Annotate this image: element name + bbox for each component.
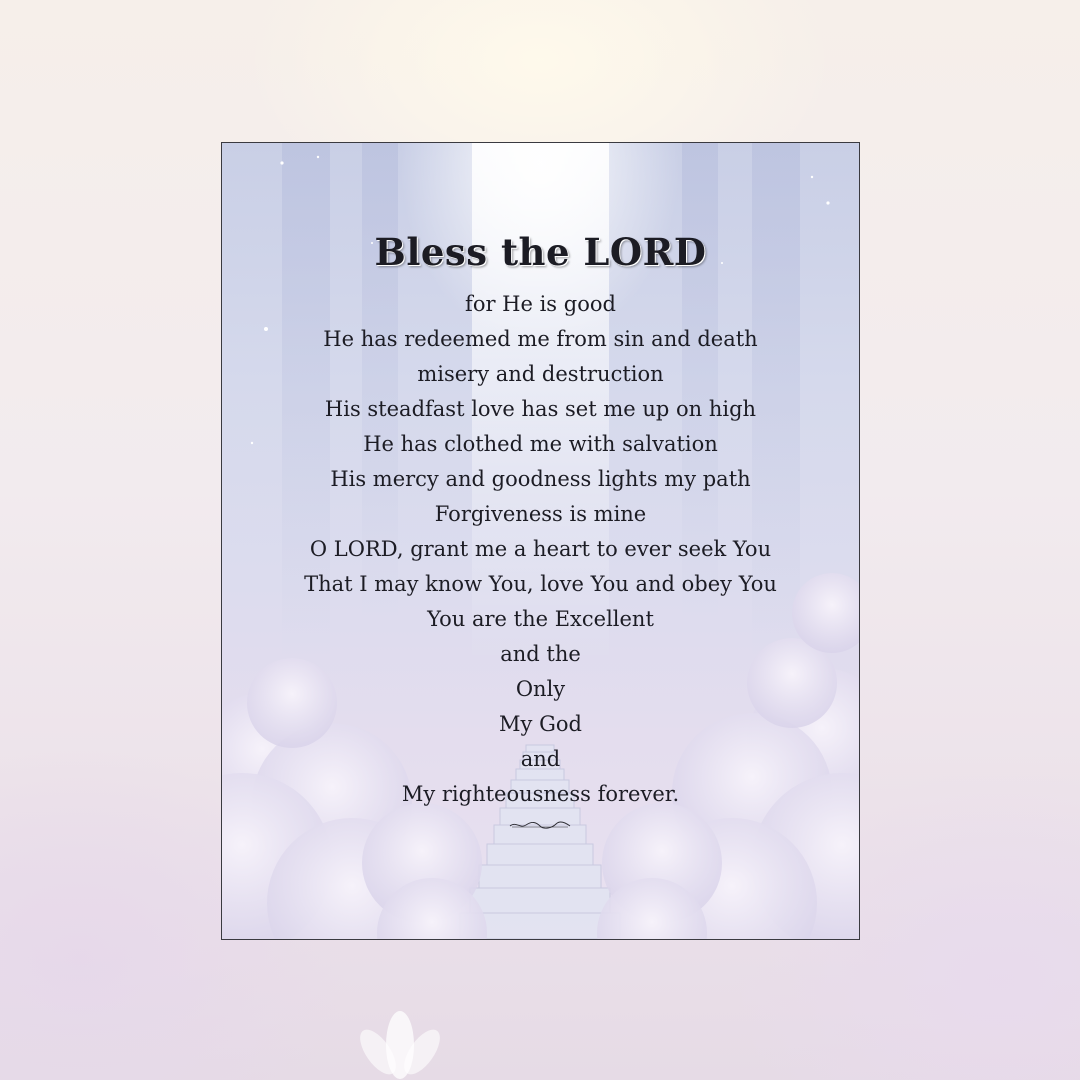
poem-line: and — [520, 747, 561, 771]
poem-line: He has redeemed me from sin and death — [323, 327, 758, 351]
poem-poster — [221, 142, 860, 940]
poem-line: Forgiveness is mine — [434, 502, 647, 526]
poem-line: You are the Excellent — [427, 607, 654, 631]
signature-mark — [508, 819, 572, 831]
poem-line: He has clothed me with salvation — [363, 432, 718, 456]
poem-line: His steadfast love has set me up on high — [324, 397, 757, 421]
poem-line: My God — [499, 712, 582, 736]
poem-line: Only — [515, 677, 566, 701]
poem-title: Bless the LORD — [374, 230, 707, 274]
poem-line: for He is good — [465, 292, 616, 316]
poem-line: My righteousness forever. — [401, 782, 680, 806]
poem-line: misery and destruction — [417, 362, 664, 386]
poem-line: O LORD, grant me a heart to ever seek You — [309, 537, 772, 561]
poem-line: His mercy and goodness lights my path — [330, 467, 751, 491]
poem-text — [222, 227, 859, 812]
flower-icon — [340, 990, 460, 1080]
poem-line: and the — [500, 642, 581, 666]
poem-line: That I may know You, love You and obey You — [304, 572, 777, 596]
